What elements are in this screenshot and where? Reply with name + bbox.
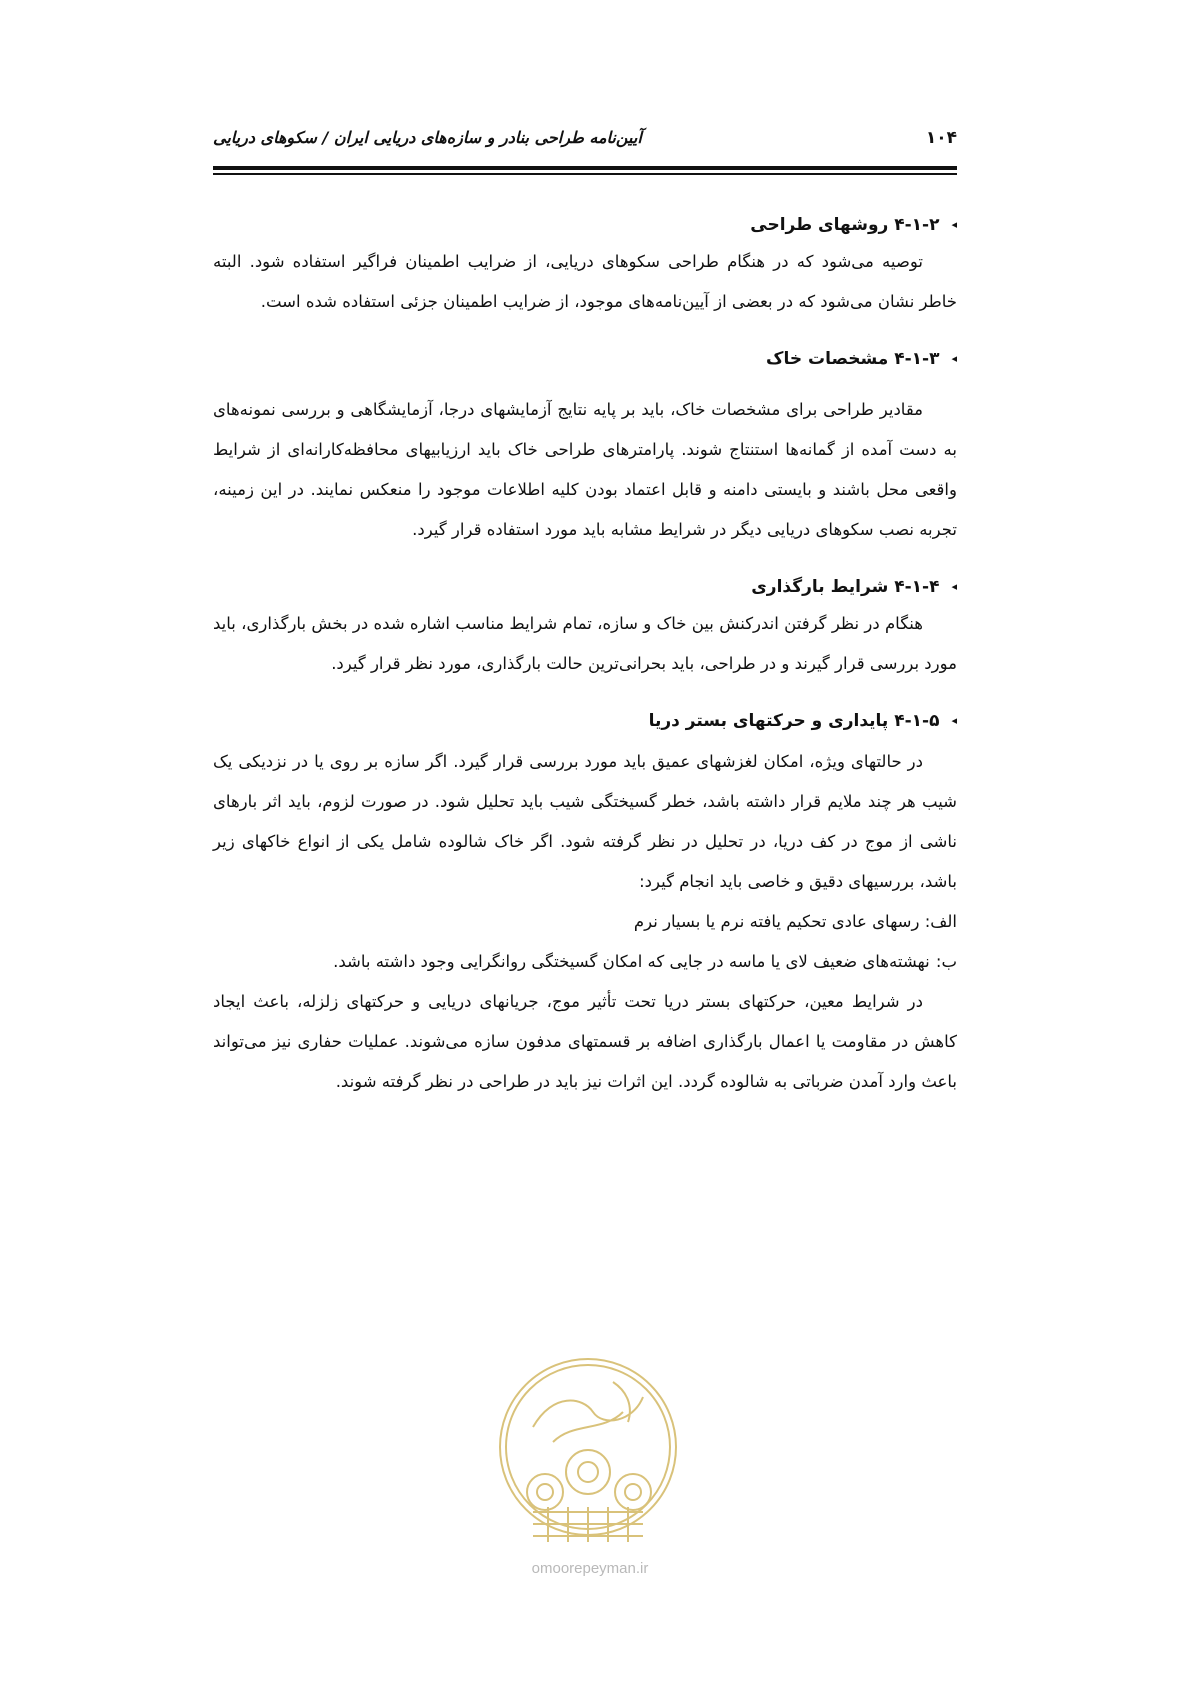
bullet-icon: ◂ xyxy=(951,580,957,593)
bullet-icon: ◂ xyxy=(951,714,957,727)
section-heading xyxy=(213,706,957,736)
section-heading-text: ۴-۱-۳ مشخصات خاک xyxy=(766,349,940,369)
section-paragraph: مقادیر طراحی برای مشخصات خاک، باید بر پایه نتایج آزمایشهای درجا، آزمایشگاهی و بررسی نمونه‌های به دست آمده از گمانه‌ها استنتاج شوند. پارامترهای طراحی خاک باید ارزیابیهای محافظه‌کارانه‌ای از شرایط واقعی محل باشند و بایستی دامنه و قابل اعتماد بودن کلیه اطلاعات موجود را منعکس نمایند. در این زمینه، تجربه نصب سکوهای دریایی دیگر در شرایط مشابه باید مورد استفاده قرار گیرد. xyxy=(213,400,957,539)
section-heading xyxy=(213,210,957,240)
watermark-seal-icon xyxy=(493,1352,683,1552)
page-number: ۱۰۴ xyxy=(925,128,957,148)
list-item-text: نهشته‌های ضعیف لای یا ماسه در جایی که امکان گسیختگی روانگرایی وجود داشته باشد. xyxy=(333,952,930,971)
section-heading-text: ۴-۱-۵ پایداری و حرکتهای بستر دریا xyxy=(648,711,940,731)
page-header xyxy=(213,128,957,158)
section-paragraph: هنگام در نظر گرفتن اندرکنش بین خاک و سازه، تمام شرایط مناسب اشاره شده در بخش بارگذاری، باید مورد بررسی قرار گیرند و در طراحی، باید بحرانی‌ترین حالت بارگذاری، مورد نظر قرار گیرد. xyxy=(213,614,957,673)
section-paragraph: در حالتهای ویژه، امکان لغزشهای عمیق باید مورد بررسی قرار گیرد. اگر سازه بر روی یا در نزدیکی یک شیب هر چند ملایم قرار داشته باشد، خطر گسیختگی شیب باید تحلیل شود. در صورت لزوم، باید اثر بارهای ناشی از موج در کف دریا، در تحلیل در نظر گرفته شود. اگر خاک شالوده شامل یکی از انواع خاکهای زیر باشد، بررسیهای دقیق و خاصی باید انجام گیرد: xyxy=(213,752,957,891)
list-item-text: رسهای عادی تحکیم یافته نرم یا بسیار نرم xyxy=(633,912,920,931)
page-content xyxy=(213,210,957,1102)
section-paragraph: توصیه می‌شود که در هنگام طراحی سکوهای دریایی، از ضرایب اطمینان فراگیر استفاده شود. البته خاطر نشان می‌شود که در بعضی از آیین‌نامه‌های موجود، از ضرایب اطمینان جزئی استفاده شده است. xyxy=(213,252,957,311)
running-title: آیین‌نامه طراحی بنادر و سازه‌های دریایی ایران / سکوهای دریایی xyxy=(213,128,642,147)
list-item xyxy=(213,902,957,942)
section-paragraph: در شرایط معین، حرکتهای بستر دریا تحت تأثیر موج، جریانهای دریایی و حرکتهای زلزله، باعث ایجاد کاهش در مقاومت یا اعمال بارگذاری اضافه بر قسمتهای مدفون سازه می‌شوند. عملیات حفاری نیز می‌تواند باعث وارد آمدن ضرباتی به شالوده گردد. این اثرات نیز باید در طراحی در نظر گرفته شوند. xyxy=(213,992,957,1091)
watermark-site: omoorepeyman.ir xyxy=(531,1560,649,1577)
list-item-marker: الف: xyxy=(924,912,957,931)
bullet-icon: ◂ xyxy=(951,352,957,365)
section-heading xyxy=(213,344,957,374)
list-item-marker: ب: xyxy=(935,952,957,971)
section-heading xyxy=(213,572,957,602)
bullet-icon: ◂ xyxy=(951,218,957,231)
section-heading-text: ۴-۱-۲ روشهای طراحی xyxy=(750,215,940,235)
header-rule-thin xyxy=(213,173,957,175)
header-rule-thick xyxy=(213,166,957,170)
list-item xyxy=(213,942,957,982)
section-heading-text: ۴-۱-۴ شرایط بارگذاری xyxy=(751,577,940,597)
